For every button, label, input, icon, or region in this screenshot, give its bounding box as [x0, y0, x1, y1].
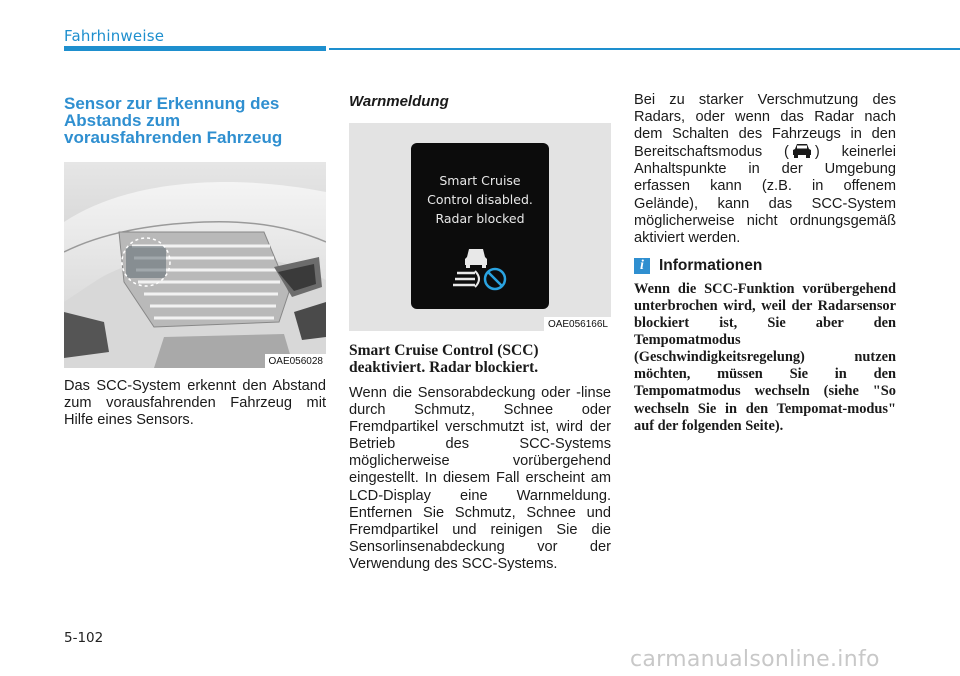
lcd-line: Control disabled. [427, 192, 533, 207]
car-front-illustration [64, 162, 326, 368]
warning-title: Warnmeldung [349, 93, 449, 110]
watermark: carmanualsonline.info [630, 647, 880, 672]
car-front-figure [64, 162, 326, 368]
page-number: 5-102 [64, 630, 104, 646]
info-icon: i [634, 258, 650, 274]
info-body: Wenn die SCC-Funktion vorübergehend unterbrochen wird, weil der Radarsensor blockiert ist, Sie aber den Tempomatmodus (Geschwindigkeitsregelung) nutzen möchten, müssen Sie in den Tempomatmodus wechseln (siehe "So wechseln Sie in den Tempomat-modus" auf der folgenden Seite). [634, 280, 896, 434]
scc-subheading [349, 342, 611, 376]
sensor-heading [64, 95, 326, 146]
subheading-line: deaktiviert. Radar blockiert. [349, 359, 539, 376]
warning-body: Wenn die Sensorabdeckung oder -linse durch Schmutz, Schnee oder Fremdpartikel verschmutzt ist, wird der Betrieb des SCC-Systems möglicherweise vorübergehend eingestellt. In diesem Fall erscheint am LCD-Display eine Warnmeldung. Entfernen Sie Schmutz, Schnee und Fremdpartikel und reinigen Sie die Sensorlinsenabdeckung vor der Verwendung des SCC-Systems. [349, 385, 611, 572]
heading-line: Sensor zur Erkennung des [64, 94, 280, 113]
figure-code: OAE056166L [544, 317, 611, 331]
radar-blocked-icon [453, 243, 513, 293]
heading-line: Abstands zum [64, 111, 181, 130]
car-standby-icon [791, 143, 813, 159]
header-rule-thick [64, 46, 326, 51]
radar-body-part: Bei zu starker Verschmutzung des Radars, oder wenn das Radar nach dem Schalten des Fahrzeugs in den Bereitschaftsmodus ( [634, 92, 896, 161]
column-notes [634, 92, 896, 435]
info-header [634, 257, 896, 275]
lcd-line: Radar blocked [435, 211, 525, 226]
figure-code: OAE056028 [265, 354, 327, 368]
heading-line: vorausfahrenden Fahrzeug [64, 128, 283, 147]
subheading-line: Smart Cruise Control (SCC) [349, 342, 539, 359]
header-rule-thin [329, 48, 960, 50]
lcd-figure [349, 123, 611, 331]
radar-body [634, 92, 896, 247]
section-label: Fahrhinweise [64, 27, 165, 45]
radar-body-part: ) keinerlei Anhaltspunkte in der Umgebung erfassen kann (z.B. in offenem Gelände), kann das SCC-System möglicherweise nicht ordnungsgemäß aktiviert werden. [634, 144, 896, 246]
column-sensor [64, 92, 326, 429]
sensor-body: Das SCC-System erkennt den Abstand zum vorausfahrenden Fahrzeug mit Hilfe eines Sensors. [64, 378, 326, 429]
lcd-display [411, 143, 549, 309]
lcd-line: Smart Cruise [439, 173, 521, 188]
column-warning [349, 92, 611, 573]
info-title: Informationen [659, 256, 763, 274]
